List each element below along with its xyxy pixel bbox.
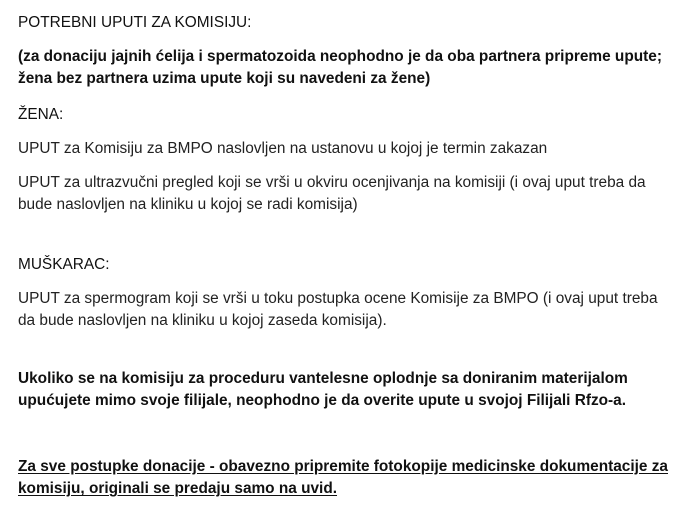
zena-uput-ultrazvuk: UPUT za ultrazvučni pregled koji se vrši u okviru ocenjivanja na komisiji (i ovaj uput treba da bude naslovljen na kliniku u kojoj se radi komisija) xyxy=(18,174,646,213)
muskarac-uput-spermogram: UPUT za spermogram koji se vrši u toku postupka ocene Komisije za BMPO (i ovaj uput treba da bude naslovljen na kliniku u kojoj zaseda komisija). xyxy=(18,290,658,329)
section-heading-muskarac: MUŠKARAC: xyxy=(18,256,110,273)
zena-uput-komisija: UPUT za Komisiju za BMPO naslovljen na ustanovu u kojoj je termin zakazan xyxy=(18,140,548,157)
filijala-note: Ukoliko se na komisiju za proceduru vantelesne oplodnje sa doniranim materijalom upućujete mimo svoje filijale, neophodno je da overite upute u svojoj Filijali Rfzo-a. xyxy=(18,370,628,409)
intro-note: (za donaciju jajnih ćelija i spermatozoida neophodno je da oba partnera pripreme upute; žena bez partnera uzima upute koji su navedeni za žene) xyxy=(18,48,662,87)
section-heading-zena: ŽENA: xyxy=(18,106,64,123)
document-title: POTREBNI UPUTI ZA KOMISIJU: xyxy=(18,14,252,31)
donacije-note: Za sve postupke donacije - obavezno pripremite fotokopije medicinske dokumentacije za komisiju, originali se predaju samo na uvid. xyxy=(18,458,668,497)
